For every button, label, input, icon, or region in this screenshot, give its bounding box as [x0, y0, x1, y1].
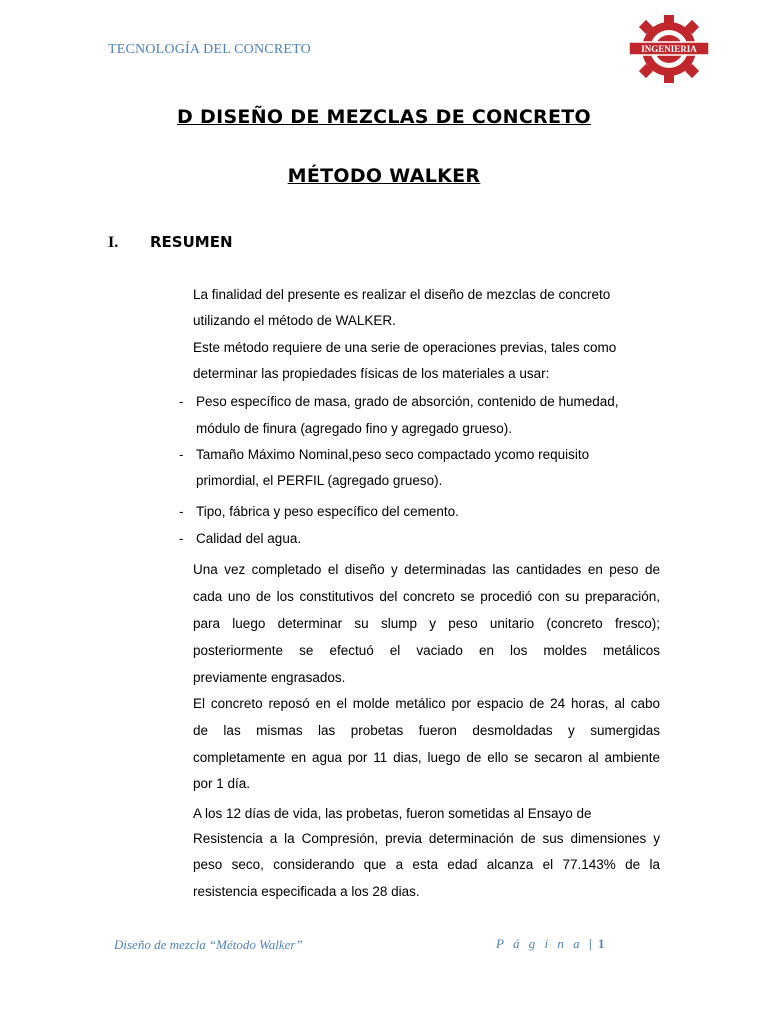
section-heading — [108, 233, 233, 252]
page-separator: | — [588, 936, 592, 951]
paragraph-line: A los 12 días de vida, las probetas, fueron sometidas al Ensayo de — [193, 806, 592, 821]
page-label: P á g i n a — [496, 936, 583, 951]
running-header: TECNOLOGÍA DEL CONCRETO — [108, 42, 311, 57]
paragraph-line: completamente en agua por 11 dias, luego de ello se secaron al ambiente — [193, 750, 660, 765]
logo-text: INGENIERIA — [641, 44, 697, 54]
bullet-line: Peso específico de masa, grado de absorción, contenido de humedad, — [196, 394, 619, 409]
paragraph-line: cada uno de los constitutivos del concreto se procedió con su preparación, — [193, 589, 660, 604]
paragraph-line: resistencia especificada a los 28 dias. — [193, 884, 420, 899]
document-subtitle: MÉTODO WALKER — [287, 165, 481, 187]
paragraph-line: para luego determinar su slump y peso unitario (concreto fresco); — [193, 616, 660, 631]
paragraph-line: Una vez completado el diseño y determinadas las cantidades en peso de — [193, 562, 660, 577]
paragraph-line: posteriormente se efectuó el vaciado en los moldes metálicos — [193, 643, 660, 658]
bullet-dash: - — [179, 531, 184, 546]
footer-page — [496, 936, 604, 952]
bullet-dash: - — [179, 447, 184, 462]
paragraph-line: Resistencia a la Compresión, previa determinación de sus dimensiones y — [193, 831, 660, 846]
bullet-line: Calidad del agua. — [196, 531, 302, 546]
intro-line: La finalidad del presente es realizar el diseño de mezclas de concreto — [193, 287, 611, 302]
intro-line: determinar las propiedades físicas de los materiales a usar: — [193, 366, 550, 381]
engineering-logo — [621, 12, 717, 86]
paragraph-line: El concreto reposó en el molde metálico por espacio de 24 horas, al cabo — [193, 696, 660, 711]
page-number: 1 — [597, 936, 605, 951]
footer-title: Diseño de mezcla “Método Walker” — [114, 937, 303, 952]
intro-line: Este método requiere de una serie de operaciones previas, tales como — [193, 340, 617, 355]
section-label: RESUMEN — [150, 233, 233, 251]
bullet-line: Tipo, fábrica y peso específico del cemento. — [196, 504, 459, 519]
paragraph-line: por 1 día. — [193, 776, 251, 791]
paragraph-line: peso seco, considerando que a esta edad alcanza el 77.143% de la — [193, 857, 660, 872]
intro-line: utilizando el método de WALKER. — [193, 313, 396, 328]
section-number: I. — [108, 234, 119, 251]
bullet-line: módulo de finura (agregado fino y agregado grueso). — [196, 421, 512, 436]
bullet-dash: - — [179, 394, 184, 409]
document-title: D DISEÑO DE MEZCLAS DE CONCRETO — [177, 106, 591, 128]
paragraph-line: de las mismas las probetas fueron desmoldadas y sumergidas — [193, 723, 660, 738]
bullet-dash: - — [179, 504, 184, 519]
paragraph-line: previamente engrasados. — [193, 670, 346, 685]
bullet-line: Tamaño Máximo Nominal,peso seco compactado ycomo requisito — [196, 447, 590, 462]
bullet-line: primordial, el PERFIL (agregado grueso). — [196, 473, 443, 488]
